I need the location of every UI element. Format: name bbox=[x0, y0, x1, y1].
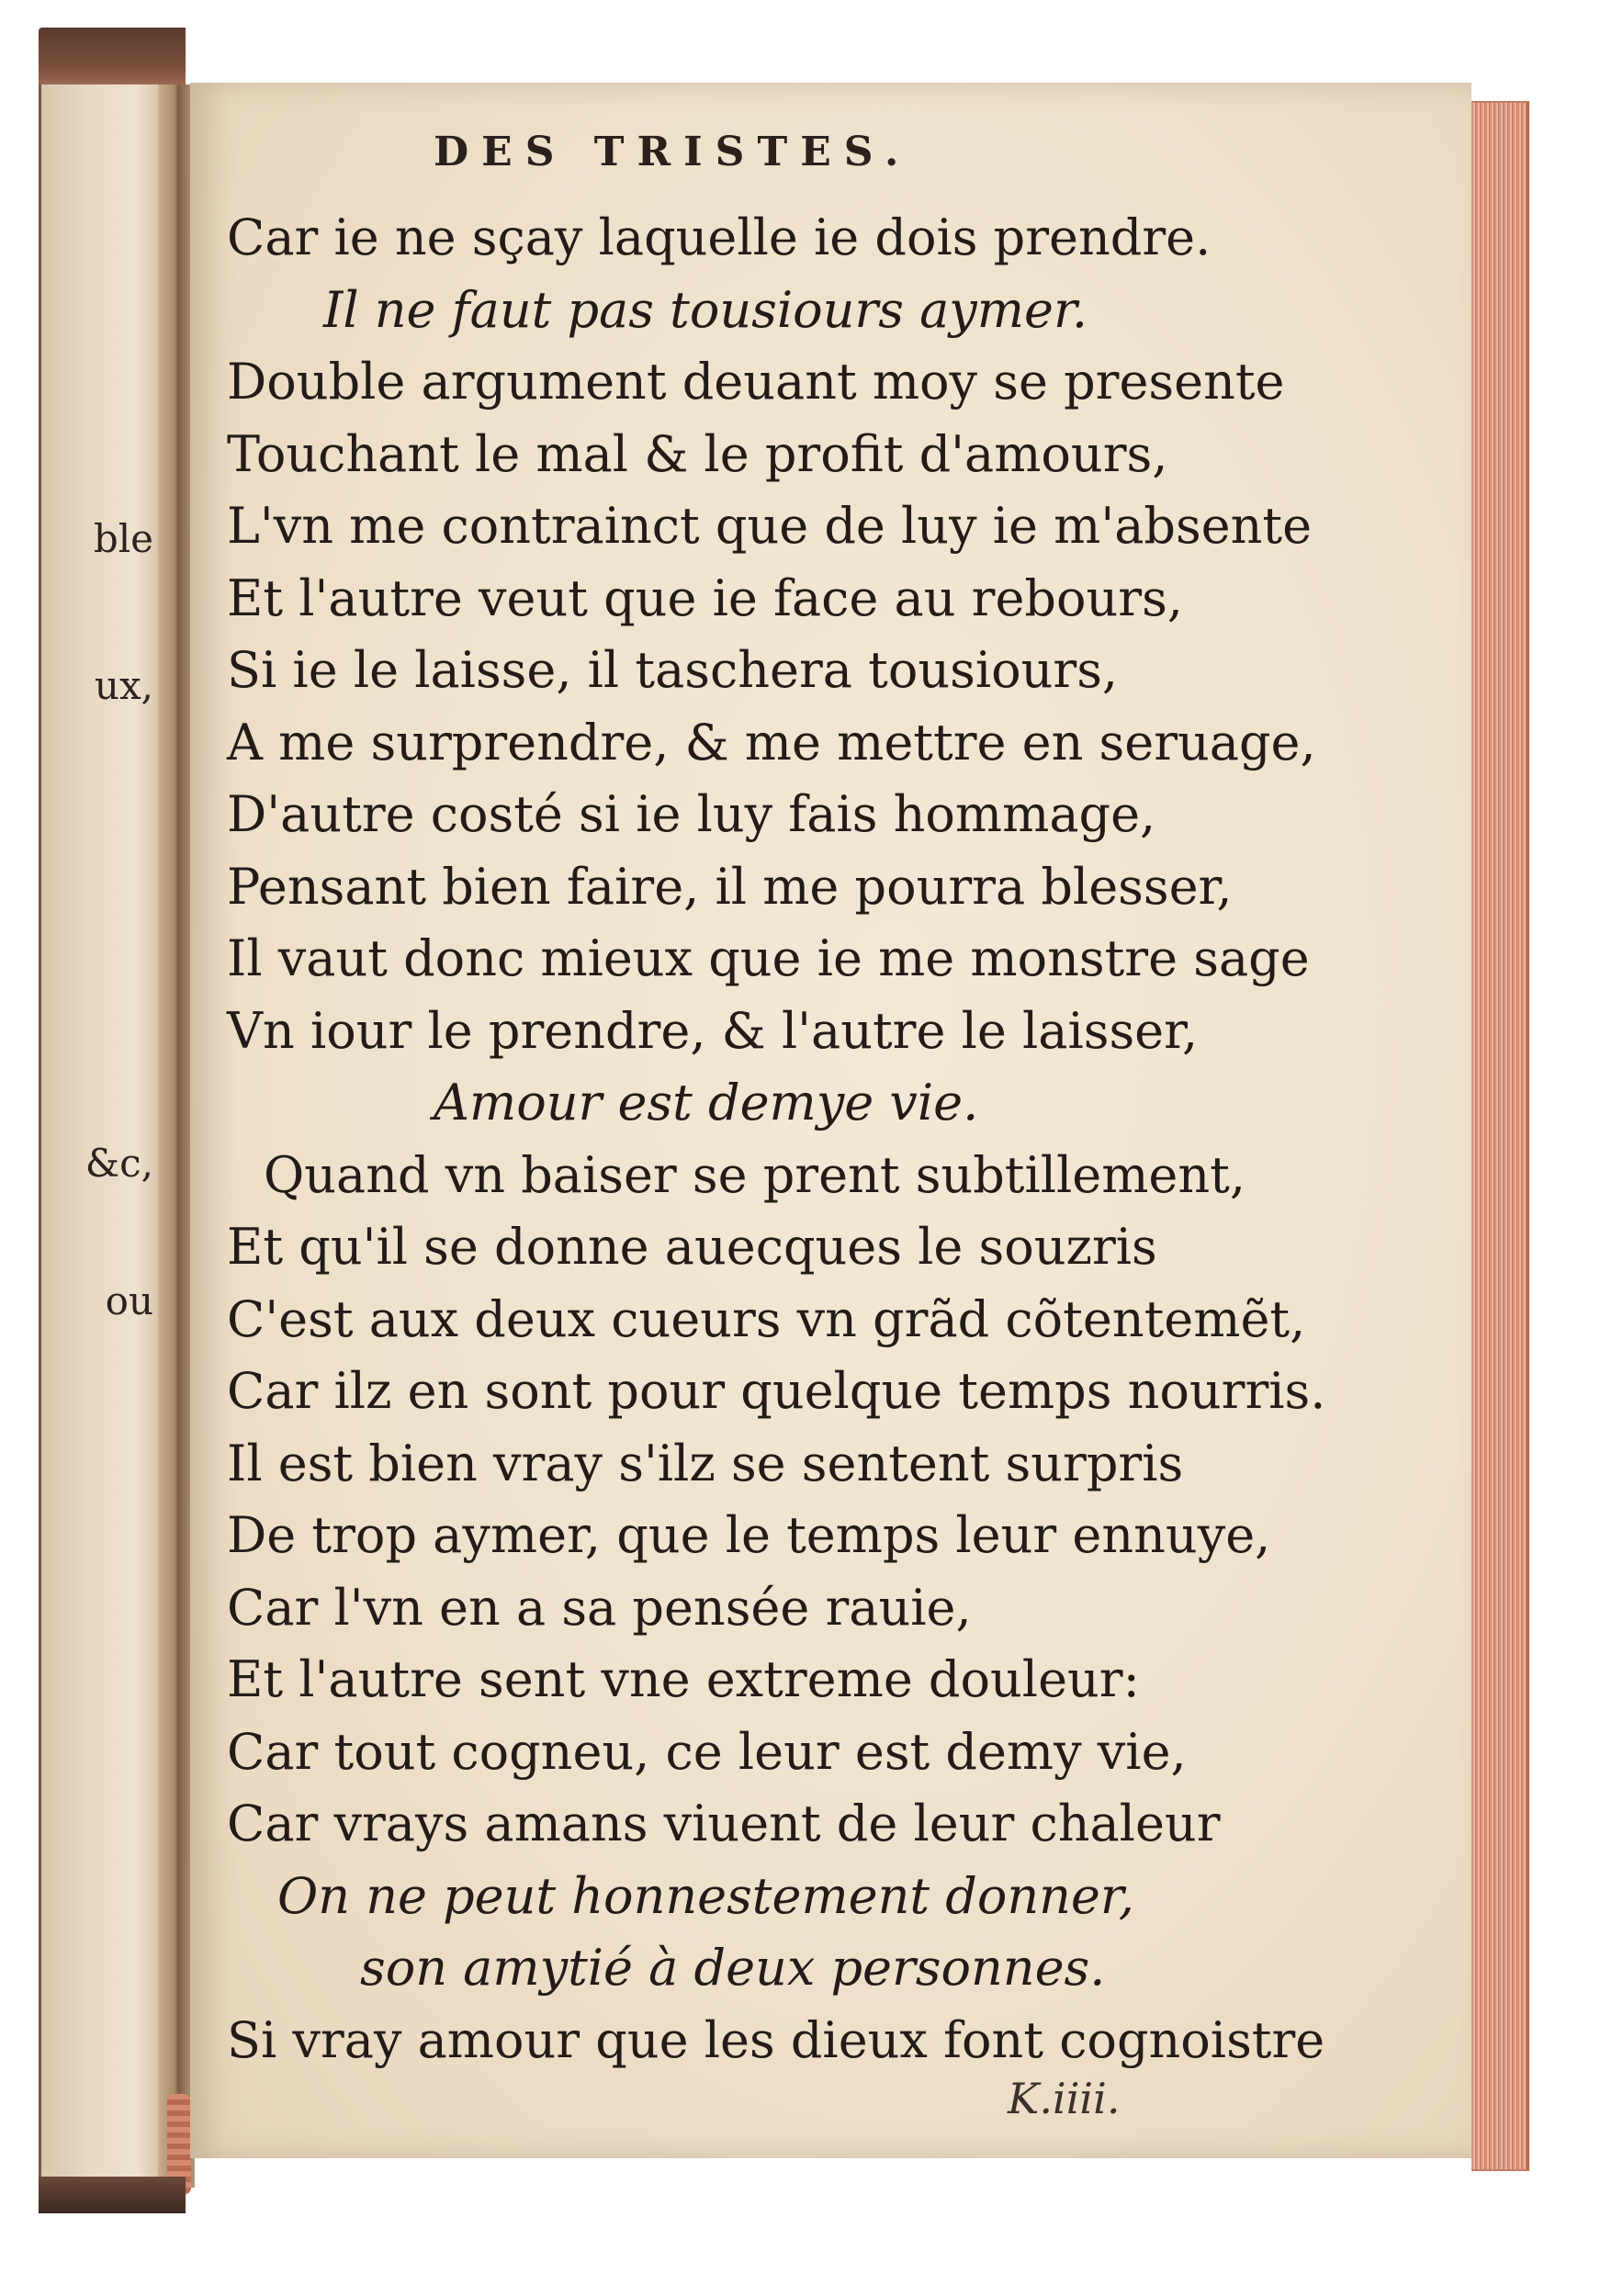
verse-line: D'autre costé si ie luy fais hommage, bbox=[227, 785, 1156, 843]
verse-line: Double argument deuant moy se presente bbox=[227, 353, 1285, 411]
poem-title: son amytié à deux personnes. bbox=[360, 1939, 1106, 1997]
verse-line: Car tout cogneu, ce leur est demy vie, bbox=[227, 1722, 1187, 1781]
left-page-fragment: ux, bbox=[94, 663, 153, 708]
book-spine-top bbox=[39, 28, 186, 92]
verse-line: Car ilz en sont pour quelque temps nourris. bbox=[227, 1362, 1326, 1420]
verse-line: Et l'autre sent vne extreme douleur: bbox=[227, 1650, 1140, 1708]
book-spine-bottom bbox=[39, 2177, 186, 2213]
verse-line: Il est bien vray s'ilz se sentent surpris bbox=[227, 1434, 1184, 1492]
verse-line: Car vrays amans viuent de leur chaleur bbox=[227, 1795, 1221, 1852]
verse-line: De trop aymer, que le temps leur ennuye, bbox=[227, 1506, 1271, 1564]
verse-line: Vn iour le prendre, & l'autre le laisser, bbox=[227, 1001, 1199, 1060]
verse-line: Il vaut donc mieux que ie me monstre sage bbox=[227, 929, 1310, 987]
poem-title: On ne peut honnestement donner, bbox=[277, 1866, 1134, 1925]
verse-line: L'vn me contrainct que de luy ie m'absente bbox=[227, 497, 1313, 555]
verse-line: A me surprendre, & me mettre en seruage, bbox=[227, 713, 1316, 771]
page-edges bbox=[1471, 101, 1529, 2171]
verse-line: Et l'autre veut que ie face au rebours, bbox=[227, 568, 1183, 627]
running-header: DES TRISTES. bbox=[434, 129, 912, 175]
book-gutter bbox=[158, 84, 195, 2188]
poem-title: Il ne faut pas tousiours aymer. bbox=[323, 280, 1088, 339]
signature-mark: K.iiii. bbox=[1008, 2074, 1121, 2123]
verse-text bbox=[227, 202, 1412, 2077]
left-page-fragment: ou bbox=[105, 1278, 153, 1323]
left-page-fragment: ble bbox=[93, 516, 153, 561]
verse-line: Pensant bien faire, il me pourra blesser, bbox=[227, 857, 1233, 916]
verse-line: Car l'vn en a sa pensée rauie, bbox=[227, 1578, 972, 1637]
verse-line: Et qu'il se donne auecques le souzris bbox=[227, 1218, 1157, 1276]
verse-line: Car ie ne sçay laquelle ie dois prendre. bbox=[227, 208, 1212, 266]
verse-line: C'est aux deux cueurs vn grãd cõtentemẽt, bbox=[227, 1289, 1306, 1348]
poem-title: Amour est demye vie. bbox=[434, 1074, 979, 1131]
verse-line: Si vray amour que les dieux font cognoistre bbox=[227, 2010, 1325, 2069]
verse-line: Touchant le mal & le profit d'amours, bbox=[227, 424, 1168, 483]
verse-line: Si ie le laisse, il taschera tousiours, bbox=[227, 641, 1119, 699]
open-book bbox=[39, 28, 1554, 2213]
left-page bbox=[39, 84, 161, 2188]
verse-line: Quand vn baiser se prent subtillement, bbox=[264, 1145, 1246, 1204]
left-page-fragment: &c, bbox=[85, 1141, 153, 1186]
